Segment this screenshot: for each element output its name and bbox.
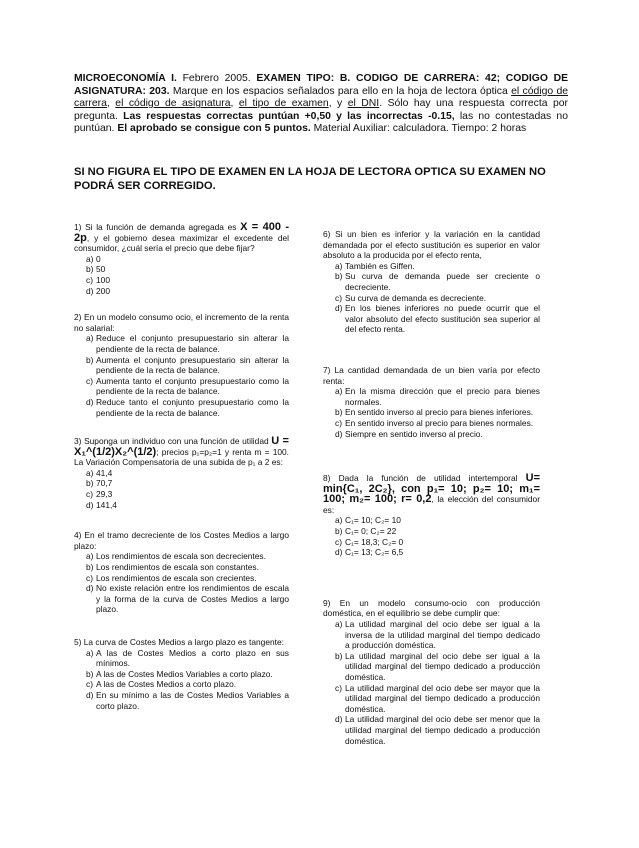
answer-option: [74, 583, 289, 615]
question-text: , y el gobierno desea maximizar el excedente del consumidor, ¿cuál sería el precio que debe fijar?: [74, 232, 289, 254]
option-letter: b): [86, 264, 94, 275]
answer-option: [74, 275, 289, 286]
option-letter: c): [335, 536, 342, 547]
option-text: 41,4: [96, 467, 113, 478]
option-text: Reduce el conjunto presupuestario sin alterar la pendiente de la recta de balance.: [96, 333, 289, 354]
answer-option: [323, 651, 540, 683]
separator: ,: [106, 98, 110, 110]
option-letter: c): [86, 274, 93, 285]
scoring-rules: Las respuestas correctas puntúan +0,50 y las incorrectas -0.15,: [123, 110, 455, 122]
answer-option: [323, 418, 540, 429]
answer-option: [74, 478, 289, 489]
answer-option: [74, 397, 289, 418]
question-block: [323, 598, 540, 746]
option-letter: a): [86, 467, 94, 478]
answer-option: [323, 515, 540, 526]
option-text: Los rendimientos de escala son constantes.: [96, 562, 259, 573]
question-formula: X = 400 - 2p: [74, 221, 289, 244]
answer-option: [323, 714, 540, 746]
option-text: En su mínimo a las de Costes Medios Variables a corto plazo.: [96, 689, 289, 711]
separator: ,: [230, 98, 234, 110]
exam-header: [74, 73, 568, 136]
option-letter: a): [335, 619, 343, 630]
question-block: [323, 365, 540, 439]
option-letter: b): [86, 562, 94, 573]
question-stem: [74, 312, 289, 333]
option-letter: c): [335, 682, 342, 693]
answer-option: [74, 690, 289, 711]
answer-option: [74, 562, 289, 573]
option-text: Los rendimientos de escala son crecientes.: [96, 572, 257, 583]
question-block: [74, 222, 289, 296]
option-text: 100: [96, 274, 110, 285]
question-block: [323, 473, 540, 558]
option-letter: b): [335, 526, 343, 537]
answer-option: [74, 286, 289, 297]
questions-column-left: [74, 222, 289, 711]
answer-option: [74, 573, 289, 584]
option-letter: d): [86, 583, 94, 594]
option-text: Aumenta tanto el conjunto presupuestario como la pendiente de la recta de balance.: [96, 375, 289, 397]
option-text: En la misma dirección que el precio para bienes normales.: [345, 386, 540, 407]
question-text: 8) Dada la función de utilidad intertemporal: [323, 473, 526, 484]
exam-type-underline: el tipo de examen: [238, 98, 329, 110]
answer-options: [323, 515, 540, 557]
question-text: , la elección del consumidor es:: [323, 494, 540, 515]
option-text: En los bienes inferiores no puede ocurrir que el valor absoluto del efecto sustitución sea superior al del efecto renta.: [345, 303, 540, 335]
answer-options: [74, 648, 289, 712]
answer-option: [323, 619, 540, 651]
career-code-underline: el código de carrera: [74, 85, 569, 110]
answer-option: [74, 489, 289, 500]
question-text: 4) En el tramo decreciente de los Costes Medios a largo plazo:: [74, 530, 289, 551]
option-letter: a): [335, 515, 343, 526]
option-text: La utilidad marginal del ocio debe ser igual a la inversa de la utilidad marginal del tiempo dedicado a producción doméstica.: [345, 619, 540, 651]
question-stem: [323, 365, 540, 386]
subject-code-underline: el código de asignatura: [115, 98, 231, 110]
option-text: En sentido inverso al precio para bienes normales.: [345, 417, 534, 428]
option-letter: c): [86, 679, 93, 690]
warning-notice: SI NO FIGURA EL TIPO DE EXAMEN EN LA HOJA DE LECTORA OPTICA SU EXAMEN NO PODRÁ SER CORREGIDO.: [74, 166, 546, 192]
exam-date: Febrero 2005.: [182, 73, 251, 84]
option-letter: d): [335, 428, 343, 439]
answer-options: [323, 386, 540, 439]
option-text: 50: [96, 264, 106, 275]
option-text: C₁= 10; C₂= 10: [345, 515, 401, 526]
answer-option: [74, 264, 289, 275]
option-text: La utilidad marginal del ocio debe ser mayor que la utilidad marginal del tiempo dedicado a producción doméstica.: [345, 682, 540, 714]
option-text: A las de Costes Medios a corto plazo.: [96, 679, 237, 690]
answer-option: [323, 293, 540, 304]
option-text: C₁= 18,3; C₂= 0: [345, 536, 404, 547]
answer-option: [323, 547, 540, 558]
question-stem: [74, 530, 289, 551]
question-text: 9) En un modelo consumo-ocio con producción doméstica, en el equilibrio se debe cumplir que:: [323, 597, 540, 619]
option-text: 29,3: [96, 489, 113, 500]
answer-option: [323, 271, 540, 292]
questions-column-right: [323, 229, 540, 746]
question-text: ; precios p₁=p₂=1 y renta m = 100. La Variación Compensatoria de una subida de p₁ a 2 es:: [74, 446, 289, 468]
pass-rule: El aprobado se consigue con 5 puntos.: [117, 123, 311, 135]
question-text: 3) Suponga un individuo con una función de utilidad: [74, 436, 272, 447]
answer-options: [74, 551, 289, 615]
answer-option: [74, 468, 289, 479]
option-letter: c): [86, 489, 93, 500]
question-block: [74, 436, 289, 510]
option-letter: b): [335, 650, 343, 661]
option-text: C₁= 13; C₂= 6,5: [345, 547, 404, 558]
option-text: Aumenta el conjunto presupuestario sin alterar la pendiente de la recta de balance.: [96, 354, 289, 376]
option-text: Siempre en sentido inverso al precio.: [345, 428, 483, 439]
dni-underline: el DNI: [347, 98, 380, 110]
question-stem: [74, 436, 289, 468]
option-letter: c): [86, 375, 93, 386]
unanswered-rule: las no contestadas no puntúan.: [74, 110, 568, 135]
question-text: 6) Si un bien es inferior y la variación en la cantidad demandada por el efecto sustitución es superior en valor absoluto a la producida por el efecto renta,: [323, 229, 540, 261]
option-letter: b): [86, 354, 94, 365]
question-stem: [323, 229, 540, 261]
question-formula: U = X₁^(1/2)X₂^(1/2): [74, 435, 289, 458]
option-letter: c): [335, 292, 342, 303]
instructions-text-2: . Sólo hay una respuesta correcta por pregunta.: [74, 98, 569, 122]
answer-options: [323, 261, 540, 335]
option-text: 200: [96, 285, 110, 296]
answer-options: [74, 333, 289, 418]
career-code-label: CODIGO DE CARRERA: 42;: [355, 73, 501, 84]
option-text: Reduce tanto el conjunto presupuestario como la pendiente de la recta de balance.: [96, 396, 289, 418]
answer-option: [74, 648, 289, 669]
option-text: La utilidad marginal del ocio debe ser igual a la utilidad marginal del tiempo dedicado a producción doméstica.: [345, 650, 540, 682]
option-letter: b): [335, 407, 343, 418]
option-text: A las de Costes Medios Variables a corto plazo.: [96, 668, 273, 679]
option-text: Los rendimientos de escala son decrecientes.: [96, 551, 266, 562]
answer-option: [74, 333, 289, 354]
answer-option: [74, 500, 289, 511]
question-block: [323, 229, 540, 335]
answer-options: [74, 468, 289, 510]
question-stem: [323, 598, 540, 619]
option-text: No existe relación entre los rendimientos de escala y la forma de la curva de Costes Medios a largo plazo.: [96, 583, 289, 615]
option-text: En sentido inverso al precio para bienes inferiores.: [345, 407, 534, 418]
question-text: 2) En un modelo consumo ocio, el incremento de la renta no salarial:: [74, 312, 289, 333]
answer-option: [323, 303, 540, 335]
answer-option: [323, 526, 540, 537]
option-letter: b): [86, 478, 94, 489]
option-letter: c): [86, 572, 93, 583]
option-text: Su curva de demanda es decreciente.: [345, 292, 487, 303]
answer-option: [323, 261, 540, 272]
answer-option: [323, 386, 540, 407]
subject-title: MICROECONOMÍA I.: [74, 73, 177, 84]
option-text: Su curva de demanda puede ser creciente o decreciente.: [345, 271, 540, 292]
question-text: 7) La cantidad demandada de un bien varía por efecto renta:: [323, 364, 540, 386]
question-text: 1) Si la función de demanda agregada es: [74, 222, 241, 232]
option-text: 0: [96, 253, 101, 264]
answer-option: [74, 551, 289, 562]
answer-option: [74, 669, 289, 680]
option-letter: d): [86, 689, 94, 700]
instructions-text: Marque en los espacios señalados para ello en la hoja de lectora óptica: [172, 85, 508, 97]
option-letter: d): [335, 303, 343, 314]
option-letter: d): [86, 285, 94, 296]
answer-option: [323, 683, 540, 715]
option-letter: a): [86, 551, 94, 562]
answer-option: [74, 355, 289, 376]
option-letter: b): [86, 668, 94, 679]
answer-option: [74, 254, 289, 265]
option-text: C₁= 0; C₂= 22: [345, 526, 397, 537]
answer-options: [323, 619, 540, 746]
exam-type-label: EXAMEN TIPO: B.: [256, 73, 351, 84]
question-block: [74, 312, 289, 418]
question-formula: U= min{C₁, 2C₂}, con p₁= 10; p₂= 10; m₁= 100; m₂= 100; r= 0,2: [323, 472, 540, 506]
separator: , y: [328, 98, 343, 110]
option-letter: a): [86, 253, 94, 264]
answer-option: [323, 429, 540, 440]
option-text: 141,4: [96, 499, 117, 510]
question-stem: [323, 473, 540, 515]
option-letter: b): [335, 271, 343, 282]
materials-note: Material Auxiliar: calculadora. Tiempo: 2 horas: [313, 123, 527, 135]
question-block: [74, 530, 289, 615]
answer-option: [74, 679, 289, 690]
question-stem: [74, 222, 289, 254]
option-letter: d): [86, 396, 94, 407]
option-letter: a): [86, 333, 94, 344]
option-letter: d): [335, 547, 343, 558]
option-text: 70,7: [96, 478, 113, 489]
option-text: La utilidad marginal del ocio debe ser menor que la utilidad marginal del tiempo dedicado a producción doméstica.: [345, 714, 540, 746]
answer-options: [74, 254, 289, 296]
subject-code-label: CODIGO DE ASIGNATURA: 203.: [74, 73, 569, 97]
option-letter: d): [335, 714, 343, 725]
option-letter: a): [86, 647, 94, 658]
option-text: A las de Costes Medios a corto plazo en sus mínimos.: [96, 647, 289, 669]
option-letter: c): [335, 417, 342, 428]
answer-option: [323, 537, 540, 548]
answer-option: [323, 407, 540, 418]
question-stem: [74, 637, 289, 648]
option-text: También es Giffen.: [345, 260, 415, 271]
answer-option: [74, 376, 289, 397]
option-letter: a): [335, 386, 343, 397]
question-text: 5) La curva de Costes Medios a largo plazo es tangente:: [74, 637, 284, 647]
option-letter: a): [335, 260, 343, 271]
option-letter: d): [86, 499, 94, 510]
question-block: [74, 637, 289, 711]
